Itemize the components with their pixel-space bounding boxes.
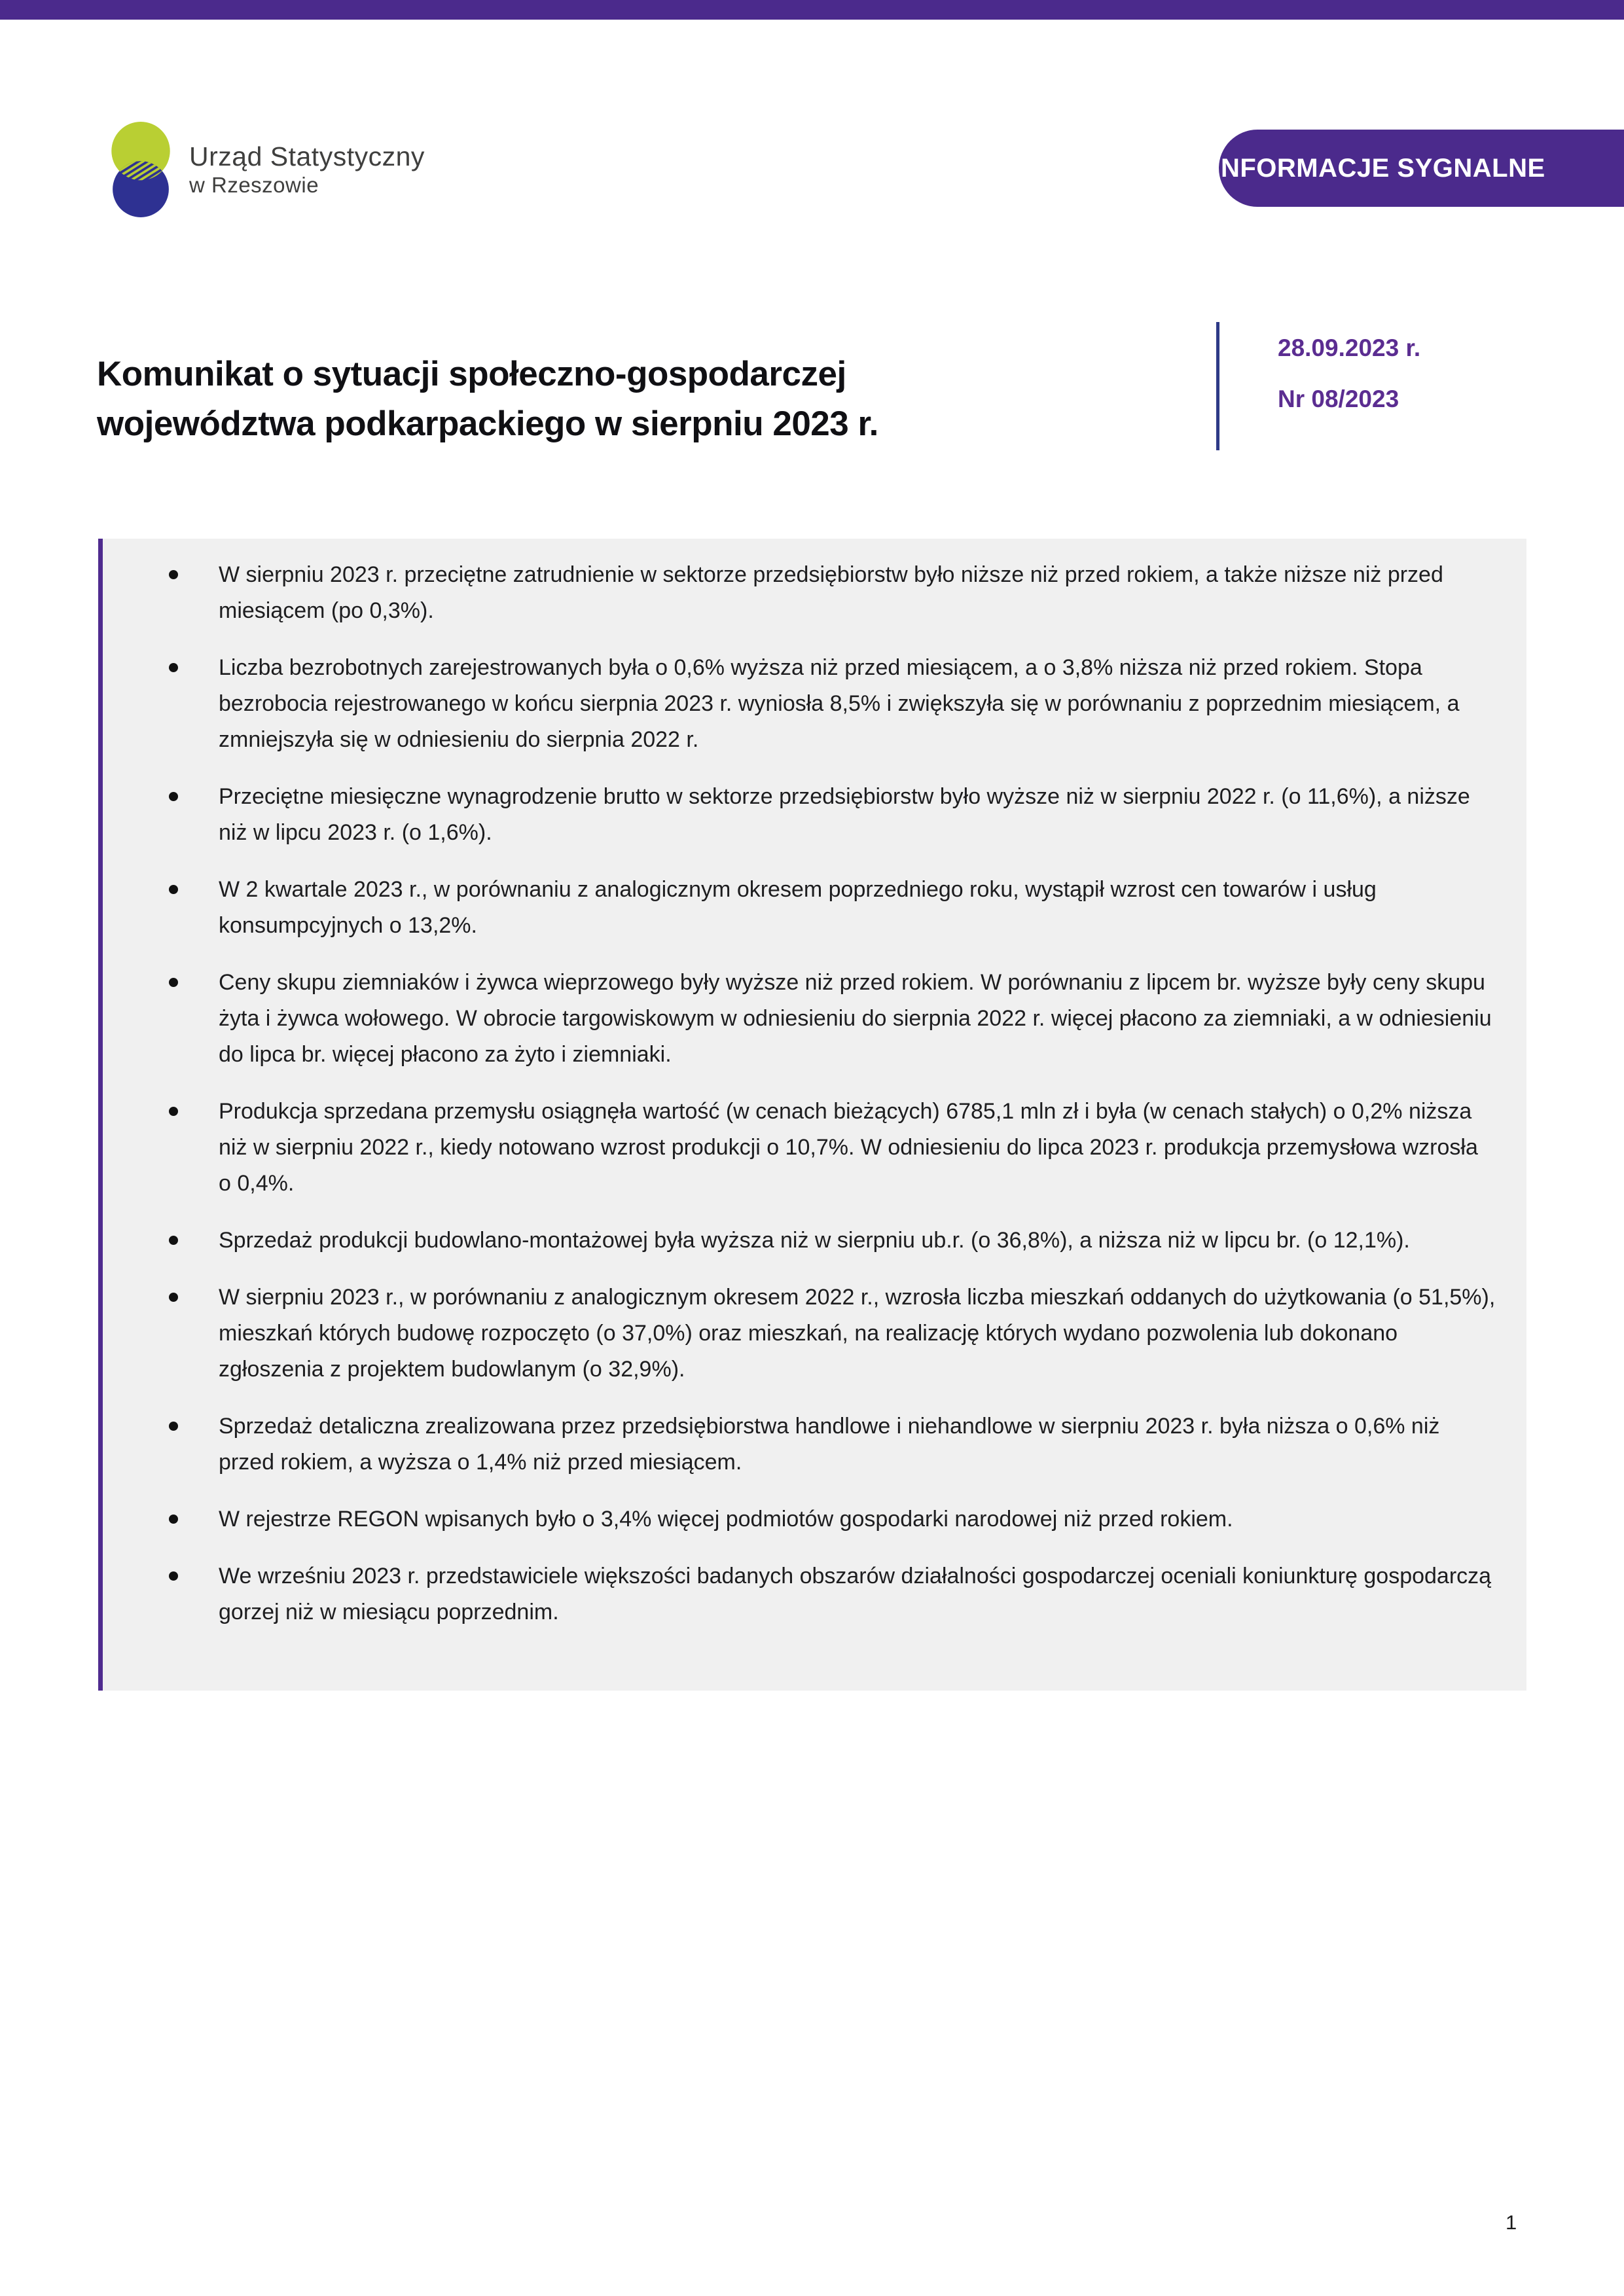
list-item-text: W rejestrze REGON wpisanych było o 3,4% więcej podmiotów gospodarki narodowej niż przed rokiem.	[219, 1507, 1233, 1532]
list-item	[219, 1408, 1496, 1480]
page-number: 1	[1506, 2211, 1517, 2234]
bullet-dot-icon	[169, 978, 178, 987]
logo-circles-icon	[107, 122, 175, 217]
badge-label: INFORMACJE SYGNALNE	[1213, 153, 1545, 183]
list-item-text: W sierpniu 2023 r., w porównaniu z analogicznym okresem 2022 r., wzrosła liczba mieszkań oddanych do użytkowania (o 51,5%), mieszkań których budowę rozpoczęto (o 37,0%) oraz mieszkań, na realizację których wydano pozwolenia lub dokonano zgłoszenia z projektem budowlanym (o 32,9%).	[219, 1285, 1496, 1382]
list-item-text: Sprzedaż detaliczna zrealizowana przez przedsiębiorstwa handlowe i niehandlowe w sierpniu 2023 r. była niższa o 0,6% niż przed rokiem, a wyższa o 1,4% niż przed miesiącem.	[219, 1414, 1440, 1475]
page-title-line1: Komunikat o sytuacji społeczno-gospodarczej	[97, 354, 846, 393]
list-item	[219, 965, 1496, 1073]
list-item-text: Sprzedaż produkcji budowlano-montażowej była wyższa niż w sierpniu ub.r. (o 36,8%), a niższa niż w lipcu br. (o 12,1%).	[219, 1228, 1410, 1253]
bullet-dot-icon	[169, 663, 178, 672]
list-item-text: W sierpniu 2023 r. przeciętne zatrudnienie w sektorze przedsiębiorstw było niższe niż przed rokiem, a także niższe niż przed miesiącem (po 0,3%).	[219, 562, 1443, 623]
issue-date: 28.09.2023 r.	[1278, 334, 1421, 361]
list-item	[219, 779, 1496, 851]
issue-number: Nr 08/2023	[1278, 386, 1399, 412]
highlights-list	[219, 557, 1496, 1630]
bullet-dot-icon	[169, 1236, 178, 1245]
bullet-dot-icon	[169, 885, 178, 894]
list-item	[219, 1094, 1496, 1202]
bullet-dot-icon	[169, 792, 178, 801]
issue-meta	[1278, 335, 1420, 412]
org-city: w Rzeszowie	[189, 173, 319, 197]
bullet-dot-icon	[169, 1571, 178, 1581]
bullet-dot-icon	[169, 1293, 178, 1302]
informacje-sygnalne-badge	[1213, 130, 1624, 207]
bullet-dot-icon	[169, 570, 178, 579]
list-item	[219, 557, 1496, 629]
list-item	[219, 1280, 1496, 1388]
page-title	[97, 350, 1197, 449]
list-item	[219, 1223, 1496, 1259]
list-item	[219, 872, 1496, 944]
list-item	[219, 1501, 1496, 1537]
list-item	[219, 1558, 1496, 1630]
list-item-text: W 2 kwartale 2023 r., w porównaniu z analogicznym okresem poprzedniego roku, wystąpił wzrost cen towarów i usług konsumpcyjnych o 13,2%.	[219, 877, 1377, 938]
list-item-text: Ceny skupu ziemniaków i żywca wieprzowego były wyższe niż przed rokiem. W porównaniu z lipcem br. wyższe były ceny skupu żyta i żywca wołowego. W obrocie targowiskowym w odniesieniu do sierpnia 2022 r. więcej płacono za ziemniaki, a w odniesieniu do lipca br. więcej płacono za żyto i ziemniaki.	[219, 970, 1492, 1067]
bullet-dot-icon	[169, 1422, 178, 1431]
title-meta-divider	[1216, 322, 1219, 450]
page-title-line2: województwa podkarpackiego w sierpniu 2023 r.	[97, 404, 878, 443]
list-item-text: We wrześniu 2023 r. przedstawiciele większości badanych obszarów działalności gospodarczej oceniali koniunkturę gospodarczą gorzej niż w miesiącu poprzednim.	[219, 1564, 1492, 1624]
list-item-text: Produkcja sprzedana przemysłu osiągnęła wartość (w cenach bieżących) 6785,1 mln zł i była (w cenach stałych) o 0,2% niższa niż w sierpniu 2022 r., kiedy notowano wzrost produkcji o 10,7%. W odniesieniu do lipca 2023 r. produkcja przemysłowa wzrosła o 0,4%.	[219, 1099, 1478, 1196]
logo-text	[189, 141, 425, 198]
top-accent-bar	[0, 0, 1624, 20]
highlights-box	[98, 539, 1526, 1691]
statistical-office-logo	[107, 122, 425, 217]
bullet-dot-icon	[169, 1107, 178, 1116]
list-item	[219, 650, 1496, 758]
org-name: Urząd Statystyczny	[189, 141, 425, 171]
bullet-dot-icon	[169, 1515, 178, 1524]
list-item-text: Przeciętne miesięczne wynagrodzenie brutto w sektorze przedsiębiorstw było wyższe niż w sierpniu 2022 r. (o 11,6%), a niższe niż w lipcu 2023 r. (o 1,6%).	[219, 784, 1470, 845]
list-item-text: Liczba bezrobotnych zarejestrowanych była o 0,6% wyższa niż przed miesiącem, a o 3,8% niższa niż przed rokiem. Stopa bezrobocia rejestrowanego w końcu sierpnia 2023 r. wyniosła 8,5% i zwiększyła się w porównaniu z poprzednim miesiącem, a zmniejszyła się w odniesieniu do sierpnia 2022 r.	[219, 655, 1460, 752]
